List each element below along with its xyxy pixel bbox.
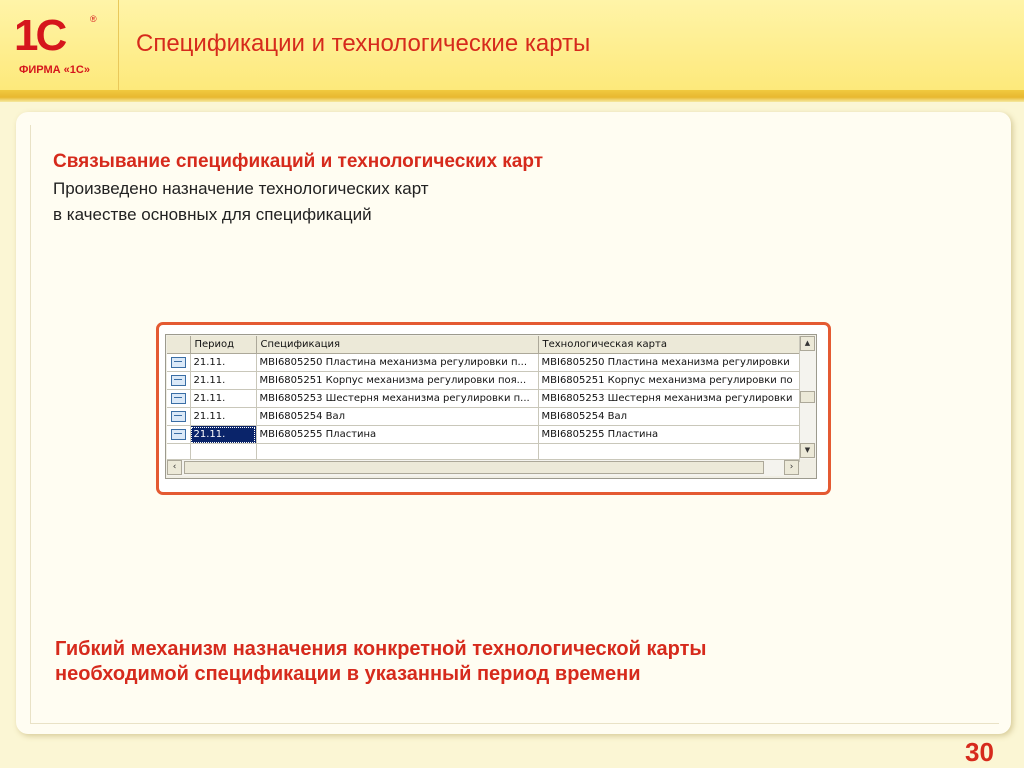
record-icon [171,375,186,386]
row-icon-cell [167,408,190,426]
grid-header-row [167,336,799,354]
cell-card[interactable]: MBI6805250 Пластина механизма регулировки [538,354,799,372]
spec-card-grid [165,334,817,479]
logo-text: ФИРМА «1С» [19,64,90,76]
section-heading: Связывание спецификаций и технологических карт [53,151,544,172]
cell-card[interactable]: MBI6805253 Шестерня механизма регулировки [538,390,799,408]
column-header-period[interactable]: Период [190,336,256,354]
record-icon [171,357,186,368]
vertical-scrollbar[interactable] [799,336,816,459]
cell-card[interactable]: MBI6805254 Вал [538,408,799,426]
record-icon [171,429,186,440]
logo-registered: ® [90,14,97,24]
cell-spec[interactable]: MBI6805254 Вал [256,408,538,426]
grid-header-icon [167,336,190,354]
scroll-right-icon[interactable]: › [784,460,799,475]
table-row-selected[interactable] [167,426,799,444]
cell-spec[interactable]: MBI6805251 Корпус механизма регулировки поя... [256,372,538,390]
section-description-line1: Произведено назначение технологических карт [53,179,429,198]
conclusion-line1: Гибкий механизм назначения конкретной технологической карты [55,638,707,660]
conclusion-text [55,637,706,687]
table-row[interactable] [167,354,799,372]
cell-period[interactable]: 21.11. [190,390,256,408]
vertical-scroll-thumb[interactable] [800,391,815,403]
cell-card[interactable]: MBI6805251 Корпус механизма регулировки по [538,372,799,390]
cell-spec[interactable]: MBI6805253 Шестерня механизма регулировки п... [256,390,538,408]
cell-card[interactable]: MBI6805255 Пластина [538,426,799,444]
horizontal-scroll-thumb[interactable] [184,461,764,474]
cell-period[interactable]: 21.11. [190,408,256,426]
scroll-up-icon[interactable]: ▲ [800,336,815,351]
record-icon [171,411,186,422]
cell-period[interactable]: 21.11. [190,372,256,390]
grid-table [167,336,800,462]
column-header-spec[interactable]: Спецификация [256,336,538,354]
horizontal-scrollbar[interactable] [167,459,799,476]
column-header-card[interactable]: Технологическая карта [538,336,799,354]
row-icon-cell [167,372,190,390]
page-title: Спецификации и технологические карты [136,30,591,57]
header-divider [0,90,1024,102]
scroll-left-icon[interactable]: ‹ [167,460,182,475]
table-row[interactable] [167,372,799,390]
section-description-line2: в качестве основных для спецификаций [53,205,372,224]
table-row[interactable] [167,408,799,426]
table-row[interactable] [167,390,799,408]
page-number: 30 [965,737,994,767]
logo-mark: 1С [14,11,65,60]
logo [0,0,119,90]
cell-period-selected[interactable]: 21.11. [190,426,256,444]
scroll-down-icon[interactable]: ▼ [800,443,815,458]
row-icon-cell [167,390,190,408]
cell-period[interactable]: 21.11. [190,354,256,372]
cell-spec[interactable]: MBI6805255 Пластина [256,426,538,444]
record-icon [171,393,186,404]
row-icon-cell [167,354,190,372]
row-icon-cell [167,426,190,444]
cell-spec[interactable]: MBI6805250 Пластина механизма регулировки п... [256,354,538,372]
conclusion-line2: необходимой спецификации в указанный период времени [55,663,641,685]
